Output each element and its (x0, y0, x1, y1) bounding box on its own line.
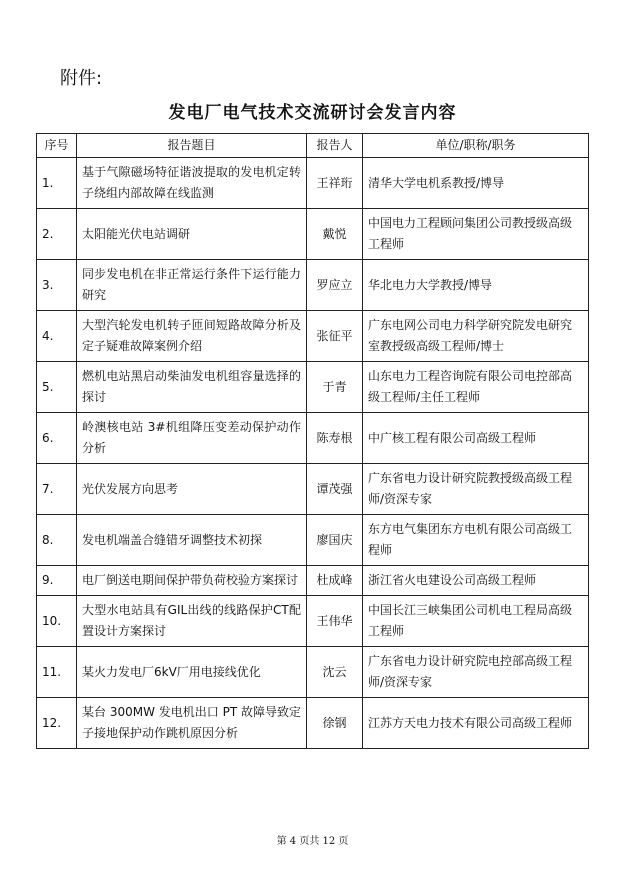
row-speaker: 徐钢 (307, 698, 363, 749)
row-speaker: 王伟华 (307, 596, 363, 647)
row-speaker: 于青 (307, 362, 363, 413)
row-number: 4. (37, 311, 77, 362)
table-row (37, 515, 589, 566)
row-topic: 大型汽轮发电机转子匝间短路故障分析及定子疑难故障案例介绍 (77, 311, 307, 362)
table-row (37, 698, 589, 749)
header-number: 序号 (37, 134, 77, 158)
row-organization: 广东省电力设计研究院教授级高级工程师/资深专家 (363, 464, 589, 515)
table-row (37, 260, 589, 311)
row-organization: 清华大学电机系教授/博导 (363, 158, 589, 209)
row-number: 12. (37, 698, 77, 749)
page-footer: 第 4 页共 12 页 (276, 836, 349, 847)
row-number: 1. (37, 158, 77, 209)
table-header-row (37, 134, 589, 158)
row-organization: 浙江省火电建设公司高级工程师 (363, 566, 589, 596)
table-row (37, 362, 589, 413)
table-row (37, 566, 589, 596)
row-topic: 燃机电站黑启动柴油发电机组容量选择的探讨 (77, 362, 307, 413)
row-topic: 基于气隙磁场特征谐波提取的发电机定转子绕组内部故障在线监测 (77, 158, 307, 209)
table-row (37, 311, 589, 362)
row-number: 5. (37, 362, 77, 413)
row-topic: 电厂倒送电期间保护带负荷校验方案探讨 (77, 566, 307, 596)
row-number: 2. (37, 209, 77, 260)
row-organization: 江苏方天电力技术有限公司高级工程师 (363, 698, 589, 749)
row-speaker: 谭茂强 (307, 464, 363, 515)
row-organization: 东方电气集团东方电机有限公司高级工程师 (363, 515, 589, 566)
row-organization: 华北电力大学教授/博导 (363, 260, 589, 311)
header-organization: 单位/职称/职务 (363, 134, 589, 158)
row-number: 7. (37, 464, 77, 515)
row-topic: 某台 300MW 发电机出口 PT 故障导致定子接地保护动作跳机原因分析 (77, 698, 307, 749)
row-topic: 某火力发电厂6kV厂用电接线优化 (77, 647, 307, 698)
row-topic: 同步发电机在非正常运行条件下运行能力研究 (77, 260, 307, 311)
row-speaker: 廖国庆 (307, 515, 363, 566)
row-speaker: 杜成峰 (307, 566, 363, 596)
row-speaker: 沈云 (307, 647, 363, 698)
row-organization: 中广核工程有限公司高级工程师 (363, 413, 589, 464)
row-topic: 岭澳核电站 3#机组降压变差动保护动作分析 (77, 413, 307, 464)
row-number: 8. (37, 515, 77, 566)
row-number: 10. (37, 596, 77, 647)
row-speaker: 陈寿根 (307, 413, 363, 464)
row-number: 9. (37, 566, 77, 596)
row-topic: 大型水电站具有GIL出线的线路保护CT配置设计方案探讨 (77, 596, 307, 647)
header-topic: 报告题目 (77, 134, 307, 158)
row-organization: 山东电力工程咨询院有限公司电控部高级工程师/主任工程师 (363, 362, 589, 413)
row-topic: 太阳能光伏电站调研 (77, 209, 307, 260)
document-title: 发电厂电气技术交流研讨会发言内容 (168, 103, 457, 123)
row-number: 6. (37, 413, 77, 464)
row-speaker: 张征平 (307, 311, 363, 362)
row-topic: 发电机端盖合缝错牙调整技术初探 (77, 515, 307, 566)
row-topic: 光伏发展方向思考 (77, 464, 307, 515)
table-row (37, 413, 589, 464)
row-speaker: 戴悦 (307, 209, 363, 260)
presentation-table (36, 133, 589, 749)
table-row (37, 158, 589, 209)
row-number: 11. (37, 647, 77, 698)
row-organization: 中国电力工程顾问集团公司教授级高级工程师 (363, 209, 589, 260)
row-speaker: 罗应立 (307, 260, 363, 311)
row-speaker: 王祥珩 (307, 158, 363, 209)
row-organization: 中国长江三峡集团公司机电工程局高级工程师 (363, 596, 589, 647)
row-number: 3. (37, 260, 77, 311)
row-organization: 广东电网公司电力科学研究院发电研究室教授级高级工程师/博士 (363, 311, 589, 362)
row-organization: 广东省电力设计研究院电控部高级工程师/资深专家 (363, 647, 589, 698)
table-row (37, 209, 589, 260)
table-row (37, 647, 589, 698)
table-row (37, 596, 589, 647)
table-row (37, 464, 589, 515)
header-speaker: 报告人 (307, 134, 363, 158)
attachment-label: 附件: (60, 68, 103, 89)
